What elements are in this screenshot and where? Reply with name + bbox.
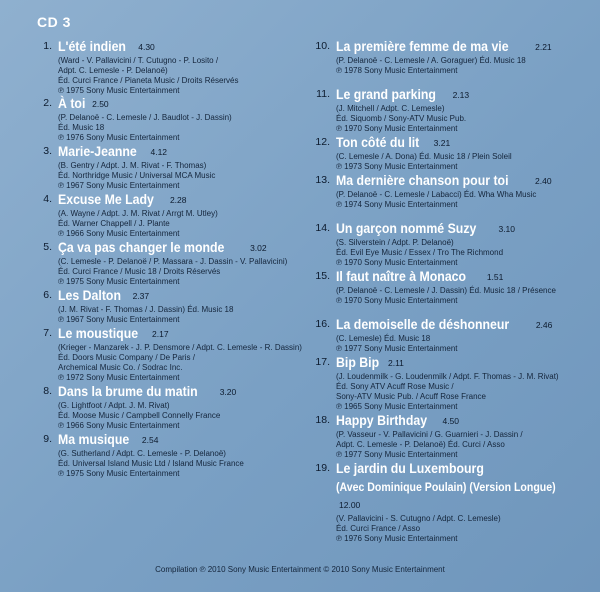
track-credit-line: Éd. Doors Music Company / De Paris / (58, 353, 195, 362)
track-credit-line: Éd. Curci France / Asso (336, 524, 421, 533)
track-title: Le jardin du Luxembourg (336, 460, 484, 476)
track-item (312, 172, 592, 220)
track-number: 14. (315, 222, 330, 234)
track-item (312, 354, 592, 412)
track-title: Les Dalton (58, 287, 121, 303)
track-credit-line: (G. Lightfoot / Adpt. J. M. Rivat) (58, 401, 170, 410)
track-number: 2. (43, 97, 52, 109)
track-credit-line: Éd. Curci France / Pianeta Music / Droits Réservés (58, 76, 239, 85)
track-credit-line: Éd. Northridge Music / Universal MCA Music (58, 171, 216, 180)
track-item (312, 220, 592, 268)
track-number: 5. (43, 241, 52, 253)
track-number: 9. (43, 433, 52, 445)
track-duration: 2.50 (92, 99, 109, 109)
track-credit-line: (J. M. Rivat - F. Thomas / J. Dassin) Éd. Music 18 (58, 305, 234, 314)
track-number: 10. (315, 40, 330, 52)
track-credit-line: ℗ 1978 Sony Music Entertainment (336, 66, 458, 75)
track-number: 1. (43, 40, 52, 52)
track-credit-line: Archemical Music Co. / Sodrac Inc. (58, 363, 183, 372)
track-item (34, 143, 304, 191)
track-duration: 2.28 (169, 195, 187, 205)
track-title: Il faut naître à Monaco (336, 268, 467, 284)
track-credit-line: ℗ 1975 Sony Music Entertainment (58, 277, 180, 286)
track-credit-line: Éd. Sony ATV Acuff Rose Music / (336, 382, 454, 391)
track-credit-line: ℗ 1966 Sony Music Entertainment (58, 229, 180, 238)
track-credit-line: Adpt. C. Lemesle - P. Delanoë) Éd. Curci / Asso (336, 440, 505, 449)
track-number: 12. (315, 136, 330, 148)
track-duration: 12.00 (339, 500, 361, 510)
track-duration: 3.02 (250, 243, 267, 253)
track-title: Ma dernière chanson pour toi (336, 172, 509, 188)
track-number: 4. (43, 193, 52, 205)
track-duration: 3.20 (219, 387, 237, 397)
track-title: Ma musique (58, 431, 130, 447)
track-credit-line: ℗ 1973 Sony Music Entertainment (336, 162, 458, 171)
track-number: 13. (315, 174, 330, 186)
track-credit-line: ℗ 1967 Sony Music Entertainment (58, 315, 180, 324)
track-item (34, 431, 304, 479)
track-credit-line: (C. Lemesle) Éd. Music 18 (336, 334, 431, 343)
track-item (312, 38, 592, 86)
track-title: Ton côté du lit (336, 134, 420, 150)
track-title: Le grand parking (336, 86, 436, 102)
track-item (34, 239, 304, 287)
track-credit-line: ℗ 1977 Sony Music Entertainment (336, 344, 458, 353)
track-title: Un garçon nommé Suzy (336, 220, 477, 236)
track-credit-line: (C. Lemesle / A. Dona) Éd. Music 18 / Plein Soleil (336, 152, 512, 161)
track-credit-line: Éd. Evil Eye Music / Essex / Tro The Richmond (336, 248, 504, 257)
track-item (312, 268, 592, 316)
track-number: 3. (43, 145, 52, 157)
track-duration: 2.11 (388, 358, 404, 368)
track-duration: 2.46 (535, 320, 553, 330)
track-credit-line: ℗ 1967 Sony Music Entertainment (58, 181, 180, 190)
copyright-footer: Compilation ℗ 2010 Sony Music Entertainment © 2010 Sony Music Entertainment (155, 565, 445, 574)
track-credit-line: Éd. Curci France / Music 18 / Droits Réservés (58, 267, 221, 276)
track-title: Excuse Me Lady (58, 191, 154, 207)
track-credit-line: ℗ 1976 Sony Music Entertainment (336, 534, 458, 543)
track-title: La première femme de ma vie (336, 38, 509, 54)
track-credit-line: (V. Pallavicini - S. Cutugno / Adpt. C. Lemesle) (336, 514, 501, 523)
track-number: 8. (43, 385, 52, 397)
track-credit-line: (Ward - V. Pallavicini / T. Cutugno - P. Losito / (58, 56, 219, 65)
track-credit-line: ℗ 1976 Sony Music Entertainment (58, 133, 180, 142)
track-duration: 2.40 (535, 176, 552, 186)
track-item (34, 191, 304, 239)
track-credit-line: (S. Silverstein / Adpt. P. Delanoë) (336, 238, 454, 247)
track-credit-line: (P. Delanoë - C. Lemesle / Labacci) Éd. Wha Wha Music (336, 190, 537, 199)
track-title: L'été indien (58, 38, 126, 54)
track-title: Ça va pas changer le monde (58, 239, 225, 255)
track-credit-line: Éd. Warner Chappell / J. Plante (58, 219, 170, 228)
track-number: 6. (43, 289, 52, 301)
track-credit-line: (G. Sutherland / Adpt. C. Lemesle - P. Delanoë) (58, 449, 226, 458)
track-item (34, 383, 304, 431)
track-number: 7. (43, 327, 52, 339)
track-item (312, 412, 592, 460)
cd-label: CD 3 (37, 14, 71, 30)
track-credit-line: ℗ 1977 Sony Music Entertainment (336, 450, 458, 459)
track-duration: 4.12 (150, 147, 168, 157)
track-title: Happy Birthday (336, 412, 428, 428)
track-credit-line: (J. Mitchell / Adpt. C. Lemesle) (336, 104, 445, 113)
tracklist-right (312, 38, 592, 543)
track-title: La demoiselle de déshonneur (336, 316, 510, 332)
track-duration: 4.30 (138, 42, 155, 52)
track-credit-line: (B. Gentry / Adpt. J. M. Rivat - F. Thomas) (58, 161, 207, 170)
track-credit-line: (A. Wayne / Adpt. J. M. Rivat / Arrgt M. Utley) (58, 209, 218, 218)
track-credit-line: Éd. Moose Music / Campbell Connelly France (58, 411, 221, 420)
track-item (34, 95, 304, 143)
track-credit-line: Éd. Universal Island Music Ltd / Island Music France (58, 459, 244, 468)
track-credit-line: ℗ 1966 Sony Music Entertainment (58, 421, 180, 430)
track-duration: 1.51 (486, 272, 504, 282)
track-item (34, 38, 304, 95)
track-duration: 3.10 (498, 224, 516, 234)
track-credit-line: Adpt. C. Lemesle - P. Delanoë) (58, 66, 168, 75)
track-title: Le moustique (58, 325, 139, 341)
track-duration: 2.21 (535, 42, 552, 52)
track-duration: 2.37 (132, 291, 150, 301)
track-number: 18. (315, 414, 330, 426)
track-title: Marie-Jeanne (58, 143, 137, 159)
track-credit-line: Éd. Music 18 (58, 123, 105, 132)
track-title: Bip Bip (336, 354, 380, 370)
track-credit-line: ℗ 1965 Sony Music Entertainment (336, 402, 458, 411)
track-credit-line: ℗ 1975 Sony Music Entertainment (58, 86, 180, 95)
track-duration: 2.54 (141, 435, 159, 445)
track-number: 16. (315, 318, 330, 330)
track-credit-line: ℗ 1970 Sony Music Entertainment (336, 258, 458, 267)
track-duration: 4.50 (442, 416, 460, 426)
track-item (312, 460, 592, 543)
track-credit-line: ℗ 1975 Sony Music Entertainment (58, 469, 180, 478)
tracklist-left (34, 38, 304, 479)
track-title: À toi (58, 95, 86, 111)
track-item (312, 86, 592, 134)
track-item (34, 287, 304, 325)
track-credit-line: ℗ 1970 Sony Music Entertainment (336, 296, 458, 305)
track-credit-line: (C. Lemesle - P. Delanoë / P. Massara - J. Dassin - V. Pallavicini) (58, 257, 288, 266)
track-credit-line: (P. Delanoë - C. Lemesle / J. Dassin) Éd. Music 18 / Présence (336, 286, 556, 295)
track-number: 15. (315, 270, 330, 282)
track-credit-line: (P. Delanoë - C. Lemesle / J. Baudlot - J. Dassin) (58, 113, 232, 122)
track-duration: 2.17 (152, 329, 169, 339)
track-number: 11. (316, 88, 330, 100)
track-credit-line: ℗ 1972 Sony Music Entertainment (58, 373, 180, 382)
track-number: 19. (315, 462, 330, 474)
track-credit-line: (J. Loudenmilk - G. Loudenmilk / Adpt. F. Thomas - J. M. Rivat) (336, 372, 559, 381)
track-credit-line: (P. Vasseur - V. Pallavicini / G. Guarnieri - J. Dassin / (336, 430, 523, 439)
track-title-subline: (Avec Dominique Poulain) (Version Longue) (336, 480, 556, 494)
track-credit-line: (P. Delanoë - C. Lemesle / A. Goraguer) Éd. Music 18 (336, 56, 526, 65)
track-credit-line: ℗ 1974 Sony Music Entertainment (336, 200, 458, 209)
track-credit-line: (Krieger - Manzarek - J. P. Densmore / Adpt. C. Lemesle - R. Dassin) (58, 343, 302, 352)
track-credit-line: ℗ 1970 Sony Music Entertainment (336, 124, 458, 133)
track-duration: 3.21 (433, 138, 451, 148)
track-item (312, 316, 592, 354)
track-credit-line: Éd. Siquomb / Sony-ATV Music Pub. (336, 114, 467, 123)
track-item (312, 134, 592, 172)
track-duration: 2.13 (452, 90, 470, 100)
track-title: Dans la brume du matin (58, 383, 198, 399)
track-credit-line: Sony-ATV Music Pub. / Acuff Rose France (336, 392, 486, 401)
track-item (34, 325, 304, 383)
track-number: 17. (315, 356, 330, 368)
